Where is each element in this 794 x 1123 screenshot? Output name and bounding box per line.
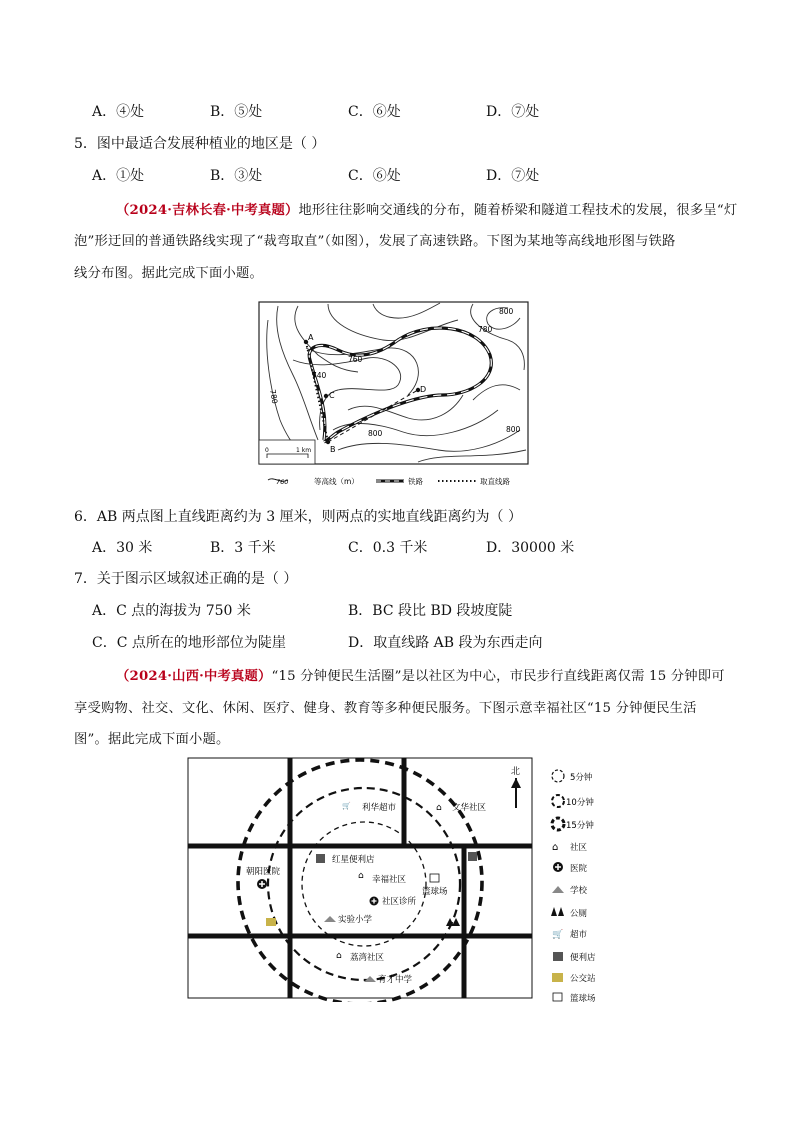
contour-label: 740 <box>312 371 327 380</box>
q5-stem: 5．图中最适合发展种植业的地区是（ ） <box>74 136 326 152</box>
q4-option-c: C．⑥处 <box>348 104 401 120</box>
passage1-line2: 泡”形迂回的普通铁路线实现了“裁弯取直”（如图），发展了高速铁路。下图为某地等高线地形图与铁路 <box>74 234 676 249</box>
legend-bus: 公交站 <box>570 974 596 984</box>
scale-unit: 1 km <box>296 447 312 454</box>
q6-option-c: C．0.3 千米 <box>348 540 428 556</box>
place-wenhua: 文华社区 <box>452 803 487 813</box>
q7-option-a: A．C 点的海拔为 750 米 <box>92 603 251 619</box>
contour-label: 800 <box>499 307 514 316</box>
legend-10min: 10分钟 <box>566 798 594 808</box>
label-d: D <box>420 385 427 394</box>
q7-stem: 7．关于图示区域叙述正确的是（ ） <box>74 571 298 587</box>
passage1-line3: 线分布图。据此完成下面小题。 <box>74 266 263 281</box>
icon-convenience-store <box>468 852 477 861</box>
legend-contour: 等高线（m） <box>314 477 359 486</box>
legend-basketball: 篮球场 <box>570 994 596 1002</box>
q6-option-a: A．30 米 <box>92 540 153 556</box>
q7-option-c: C．C 点所在的地形部位为陡崖 <box>92 635 286 651</box>
passage1-source: （2024·吉林长春·中考真题） <box>116 203 299 218</box>
label-b: B <box>330 445 336 454</box>
q5-option-a: A．①处 <box>92 168 145 184</box>
legend-school: 学校 <box>570 886 588 896</box>
legend-15min: 15分钟 <box>566 821 594 831</box>
legend-hospital: 医院 <box>570 864 588 874</box>
q5-option-d: D．⑦处 <box>486 168 540 184</box>
contour-label: 760 <box>348 355 363 364</box>
icon-community: ⌂ <box>358 871 364 881</box>
legend-straight: 取直线路 <box>480 477 510 486</box>
passage1-line1: （2024·吉林长春·中考真题）地形往往影响交通线的分布，随着桥梁和隧道工程技术的发展，很多呈“灯 <box>116 203 738 218</box>
q6-option-d: D．30000 米 <box>486 540 575 556</box>
q6-option-b: B．3 千米 <box>210 540 276 556</box>
place-lijiang: 荔湾社区 <box>350 953 385 963</box>
contour-label: 800 <box>368 429 383 438</box>
q7-option-b: B．BC 段比 BD 段坡度陡 <box>348 603 513 619</box>
legend-toilet: 公厕 <box>570 909 588 919</box>
icon-bus-stop <box>266 918 276 926</box>
icon-community: ⌂ <box>336 951 342 961</box>
q4-option-d: D．⑦处 <box>486 104 540 120</box>
icon-community: ⌂ <box>436 803 442 813</box>
place-yucai: 育才中学 <box>378 975 413 985</box>
north-label: 北 <box>511 767 521 777</box>
q6-stem: 6．AB 两点图上直线距离约为 3 厘米，则两点的实地直线距离约为（ ） <box>74 509 523 525</box>
icon-convenience-store <box>316 854 325 863</box>
legend-rail: 铁路 <box>408 477 423 486</box>
legend-community: 社区 <box>570 843 588 853</box>
label-c: C <box>329 391 335 400</box>
icon-supermarket: 🛒 <box>342 802 351 810</box>
q4-option-a: A．④处 <box>92 104 145 120</box>
scale-zero: 0 <box>265 447 269 454</box>
place-school: 实验小学 <box>338 915 373 925</box>
q7-option-d: D．取直线路 AB 段为东西走向 <box>348 635 543 651</box>
q4-option-b: B．⑤处 <box>210 104 263 120</box>
place-hongxing: 红星便利店 <box>332 855 375 865</box>
railway <box>309 328 491 442</box>
icon-community: ⌂ <box>552 842 559 853</box>
place-lihua: 利华超市 <box>362 803 397 813</box>
icon-toilet <box>551 907 564 916</box>
passage2-line3: 图”。据此完成下面小题。 <box>74 732 230 747</box>
map2-legend <box>551 770 596 1002</box>
point-c <box>324 394 328 398</box>
contour-map <box>258 300 530 490</box>
icon-bus-stop <box>552 973 563 982</box>
place-chaoyang: 朝阳医院 <box>246 867 281 877</box>
place-clinic: 社区诊所 <box>382 897 417 907</box>
label-a: A <box>308 333 314 342</box>
q5-option-b: B．③处 <box>210 168 263 184</box>
icon-school <box>552 886 564 893</box>
place-xingfu: 幸福社区 <box>372 875 407 885</box>
legend-supermarket: 超市 <box>570 930 588 940</box>
legend-contour-sample: 760 <box>276 478 289 486</box>
point-b <box>326 440 330 444</box>
passage2-line1: （2024·山西·中考真题）“15 分钟便民生活圈”是以社区为中心，市民步行直线距离仅需 15 分钟即可 <box>116 669 725 684</box>
living-circle-map <box>186 756 612 1002</box>
q5-option-c: C．⑥处 <box>348 168 401 184</box>
contour-label: 800 <box>506 425 521 434</box>
icon-basketball <box>553 993 562 1001</box>
legend-5min: 5分钟 <box>570 773 593 783</box>
icon-supermarket: 🛒 <box>552 930 564 940</box>
icon-convenience-store <box>553 952 563 961</box>
passage2-source: （2024·山西·中考真题） <box>116 669 272 684</box>
contour-label: 780 <box>268 388 280 405</box>
passage2-line2: 享受购物、社交、文化、休闲、医疗、健身、教育等多种便民服务。下图示意幸福社区“15 分钟便民生活 <box>74 701 697 716</box>
legend-convenience: 便利店 <box>570 953 596 963</box>
place-basketball: 篮球场 <box>422 887 448 897</box>
contour-label: 780 <box>478 325 493 334</box>
